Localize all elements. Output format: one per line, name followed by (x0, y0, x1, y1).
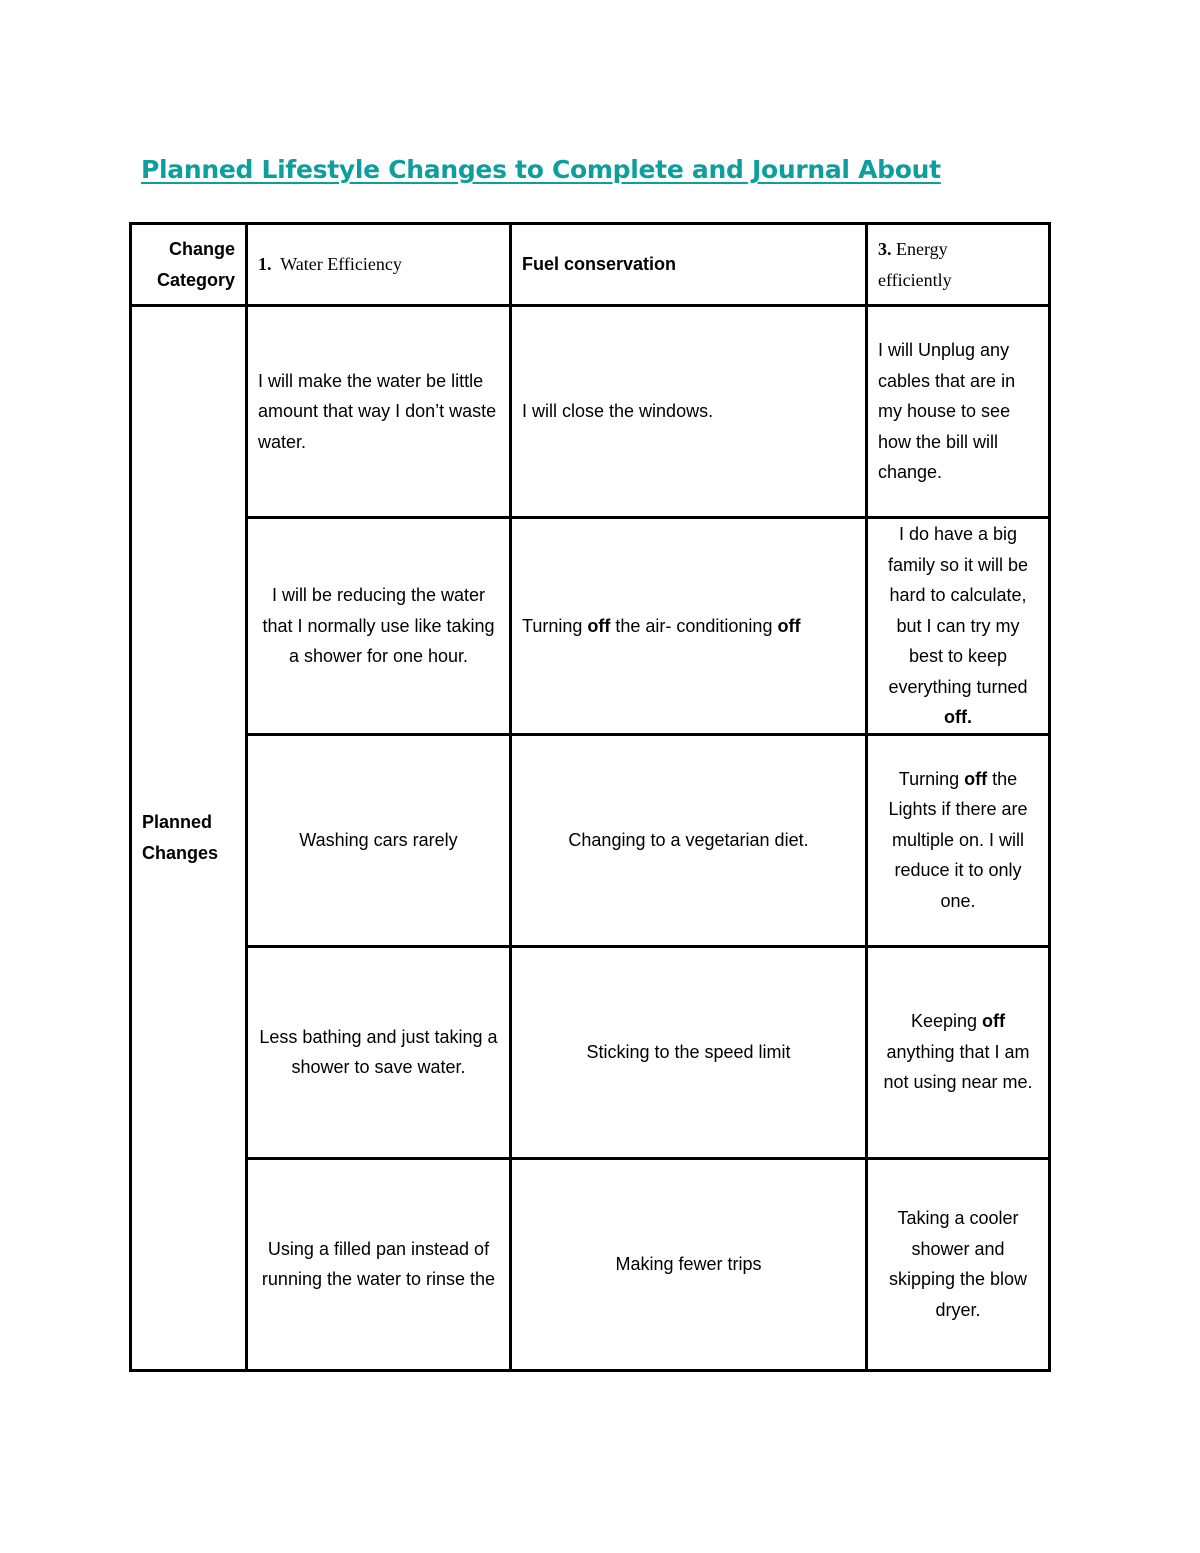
water-cell: Washing cars rarely (247, 734, 511, 946)
fuel-conservation-label: Fuel conservation (522, 254, 677, 275)
energy-efficiency-header (867, 224, 1050, 306)
water-cell: I will make the water be little amount that way I don’t waste water. (247, 306, 511, 518)
water-efficiency-label: Water Efficiency (280, 254, 402, 275)
table-row (131, 1158, 1050, 1370)
fuel-cell: Making fewer trips (511, 1158, 867, 1370)
energy-cell: Taking a cooler shower and skipping the blow dryer. (867, 1158, 1050, 1370)
fuel-cell: I will close the windows. (511, 306, 867, 518)
change-category-label-line1: Change (168, 239, 235, 259)
fuel-cell: Sticking to the speed limit (511, 946, 867, 1158)
energy-text-part: anything that I am not using near me. (883, 1041, 1033, 1093)
energy-efficiency-number: 3. (878, 239, 892, 259)
planned-changes-label-line2: Changes (142, 842, 219, 863)
fuel-cell (511, 518, 867, 735)
water-cell: I will be reducing the water that I normally use like taking a shower for one hour. (247, 518, 511, 735)
fuel-text-bold: off (587, 615, 611, 636)
header-row (131, 224, 1050, 306)
energy-cell: I will Unplug any cables that are in my house to see how the bill will change. (867, 306, 1050, 518)
energy-text-bold: off (964, 768, 988, 789)
fuel-cell: Changing to a vegetarian diet. (511, 734, 867, 946)
energy-efficiency-label-line1: Energy (896, 239, 948, 259)
table-row (131, 518, 1050, 735)
change-category-label-line2: Category (156, 269, 235, 290)
fuel-text-bold: off (777, 615, 801, 636)
planned-changes-label-line1: Planned (142, 812, 213, 833)
energy-text-bold: off. (944, 707, 972, 727)
water-cell: Using a filled pan instead of running the water to rinse the (247, 1158, 511, 1370)
water-efficiency-number: 1. (258, 254, 272, 275)
table-row (131, 306, 1050, 518)
energy-cell (867, 734, 1050, 946)
energy-text-bold: off (982, 1011, 1006, 1032)
page-title: Planned Lifestyle Changes to Complete and Journal About (141, 155, 941, 184)
fuel-text-part: Turning (522, 615, 588, 636)
energy-text-part: Turning (898, 768, 965, 789)
planned-changes-label (131, 306, 247, 1371)
planned-changes-table (129, 222, 1051, 1372)
fuel-conservation-header (511, 224, 867, 306)
table-row (131, 734, 1050, 946)
water-cell: Less bathing and just taking a shower to save water. (247, 946, 511, 1158)
energy-text-part: the Lights if there are multiple on. I will reduce it to only one. (888, 768, 1028, 911)
fuel-text-part: the air- conditioning (610, 615, 778, 636)
energy-efficiency-label-line2: efficiently (878, 269, 952, 290)
energy-cell (867, 518, 1050, 735)
change-category-header (131, 224, 247, 306)
energy-cell (867, 946, 1050, 1158)
energy-text-part: Keeping (910, 1011, 983, 1032)
energy-text-part: I do have a big family so it will be hard to calculate, but I can try my best to keep everything turned (887, 524, 1029, 697)
water-efficiency-header (247, 224, 511, 306)
table-row (131, 946, 1050, 1158)
